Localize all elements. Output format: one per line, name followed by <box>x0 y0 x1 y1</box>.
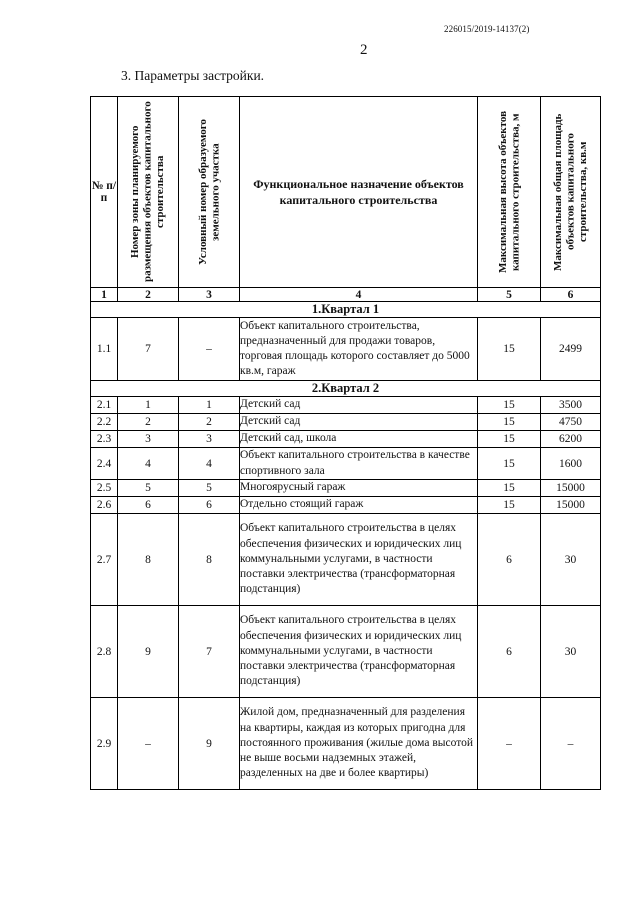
max-height: 15 <box>478 480 541 497</box>
max-area: 2499 <box>541 318 601 381</box>
plot-number: 5 <box>179 480 240 497</box>
header-cell-area <box>541 97 601 288</box>
column-number: 1 <box>91 288 118 302</box>
max-height: 15 <box>478 414 541 431</box>
header-text: Номер зоны планируемого размещения объектов капитального строительства <box>129 101 167 283</box>
row-number: 2.2 <box>91 414 118 431</box>
table-row <box>91 318 601 381</box>
parameters-table <box>90 96 601 790</box>
max-area: 15000 <box>541 480 601 497</box>
function-description: Объект капитального строительства в целях обеспечения физических и юридических лиц коммунальными услугами, в частности поставки электричества (трансформаторная подстанция) <box>240 606 478 698</box>
function-description: Жилой дом, предназначенный для разделения на квартиры, каждая из которых пригодна для постоянного проживания (жилые дома высотой не выше восьми надземных этажей, разделенных на две и более квартиры) <box>240 698 478 790</box>
function-description: Детский сад, школа <box>240 431 478 448</box>
zone-number: 1 <box>118 397 179 414</box>
block-title-row <box>91 302 601 318</box>
header-row <box>91 97 601 288</box>
header-text: Максимальная общая площадь объектов капитального строительства, кв.м <box>551 113 589 271</box>
row-number: 2.6 <box>91 497 118 514</box>
block-title: 1.Квартал 1 <box>91 302 601 318</box>
function-description: Многоярусный гараж <box>240 480 478 497</box>
column-number: 4 <box>240 288 478 302</box>
max-height: 15 <box>478 497 541 514</box>
zone-number: 3 <box>118 431 179 448</box>
function-description: Объект капитального строительства в качестве спортивного зала <box>240 448 478 480</box>
zone-number: 5 <box>118 480 179 497</box>
max-height: 15 <box>478 448 541 480</box>
plot-number: 7 <box>179 606 240 698</box>
row-number: 2.9 <box>91 698 118 790</box>
max-area: 4750 <box>541 414 601 431</box>
row-number: 2.8 <box>91 606 118 698</box>
max-height: – <box>478 698 541 790</box>
row-number: 2.5 <box>91 480 118 497</box>
header-cell-height <box>478 97 541 288</box>
max-height: 15 <box>478 397 541 414</box>
header-cell-number <box>91 97 118 288</box>
plot-number: – <box>179 318 240 381</box>
row-number: 2.7 <box>91 514 118 606</box>
function-description: Объект капитального строительства в целях обеспечения физических и юридических лиц коммунальными услугами, в частности поставки электричества (трансформаторная подстанция) <box>240 514 478 606</box>
max-area: 6200 <box>541 431 601 448</box>
zone-number: 2 <box>118 414 179 431</box>
row-number: 2.1 <box>91 397 118 414</box>
max-height: 15 <box>478 318 541 381</box>
table-row <box>91 606 601 698</box>
zone-number: 9 <box>118 606 179 698</box>
plot-number: 1 <box>179 397 240 414</box>
row-number: 1.1 <box>91 318 118 381</box>
block-title: 2.Квартал 2 <box>91 381 601 397</box>
table-row <box>91 698 601 790</box>
max-area: 15000 <box>541 497 601 514</box>
header-cell-function <box>240 97 478 288</box>
row-number: 2.4 <box>91 448 118 480</box>
zone-number: 4 <box>118 448 179 480</box>
zone-number: 6 <box>118 497 179 514</box>
table-row <box>91 448 601 480</box>
header-text: Функциональное назначение объектов капитального строительства <box>253 177 464 207</box>
header-cell-plot <box>179 97 240 288</box>
function-description: Объект капитального строительства, предназначенный для продажи товаров, торговая площадь которого составляет до 5000 кв.м, гараж <box>240 318 478 381</box>
column-number: 6 <box>541 288 601 302</box>
max-height: 6 <box>478 606 541 698</box>
column-number: 3 <box>179 288 240 302</box>
document-id: 226015/2019-14137(2) <box>444 24 530 34</box>
table-row <box>91 497 601 514</box>
table-row <box>91 397 601 414</box>
plot-number: 6 <box>179 497 240 514</box>
function-description: Детский сад <box>240 414 478 431</box>
block-title-row <box>91 381 601 397</box>
header-text: Условный номер образуемого земельного участка <box>196 119 221 265</box>
table-row <box>91 414 601 431</box>
max-area: – <box>541 698 601 790</box>
function-description: Отдельно стоящий гараж <box>240 497 478 514</box>
function-description: Детский сад <box>240 397 478 414</box>
table-row <box>91 514 601 606</box>
row-number: 2.3 <box>91 431 118 448</box>
page-number: 2 <box>360 42 368 58</box>
column-number: 5 <box>478 288 541 302</box>
plot-number: 9 <box>179 698 240 790</box>
table-row <box>91 431 601 448</box>
header-text: Максимальная высота объектов капитального строительства, м <box>496 110 521 274</box>
column-number: 2 <box>118 288 179 302</box>
max-area: 30 <box>541 514 601 606</box>
zone-number: 7 <box>118 318 179 381</box>
column-number-row <box>91 288 601 302</box>
section-title: 3. Параметры застройки. <box>121 68 265 83</box>
zone-number: – <box>118 698 179 790</box>
zone-number: 8 <box>118 514 179 606</box>
plot-number: 3 <box>179 431 240 448</box>
max-height: 15 <box>478 431 541 448</box>
header-text: № п/п <box>91 180 117 204</box>
max-area: 3500 <box>541 397 601 414</box>
plot-number: 8 <box>179 514 240 606</box>
plot-number: 4 <box>179 448 240 480</box>
header-cell-zone <box>118 97 179 288</box>
plot-number: 2 <box>179 414 240 431</box>
max-height: 6 <box>478 514 541 606</box>
max-area: 1600 <box>541 448 601 480</box>
table-row <box>91 480 601 497</box>
max-area: 30 <box>541 606 601 698</box>
